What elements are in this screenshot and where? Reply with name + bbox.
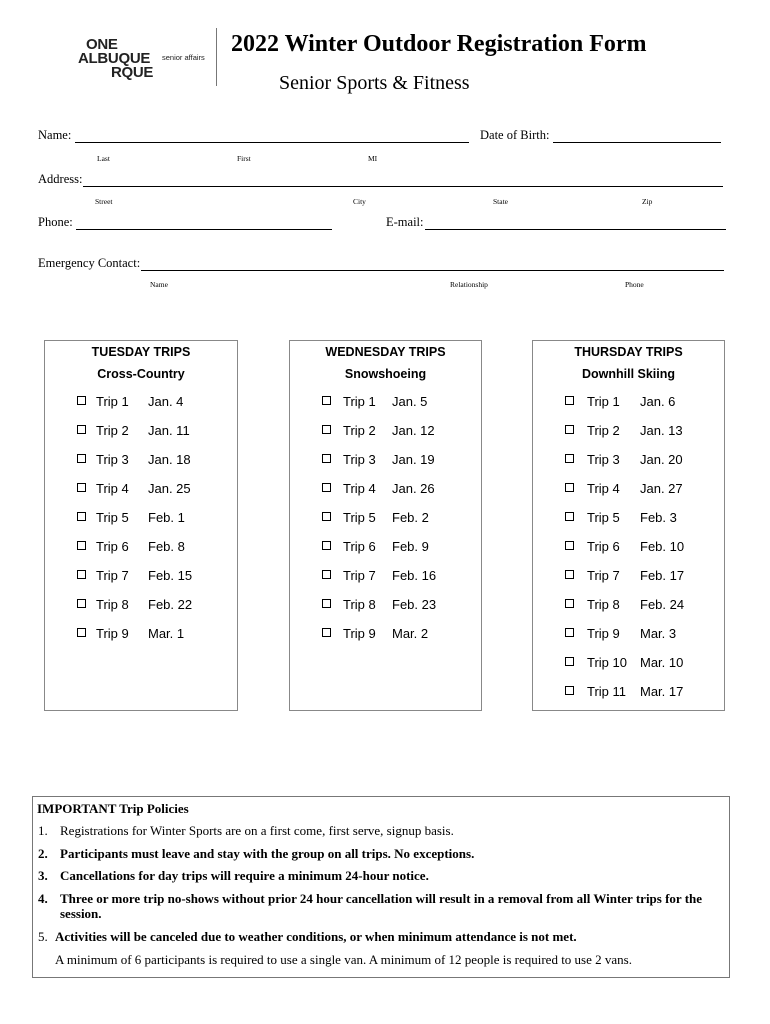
trip-option[interactable] [322, 539, 475, 555]
hint-state: State [493, 197, 508, 206]
trip-date: Mar. 3 [640, 626, 677, 641]
trip-checkbox[interactable] [322, 541, 331, 550]
trip-checkbox[interactable] [565, 686, 574, 695]
trip-checkbox[interactable] [77, 599, 86, 608]
logo-line-2: ALBUQUE [78, 50, 151, 67]
trip-option[interactable] [77, 626, 231, 642]
policy-title: IMPORTANT Trip Policies [37, 801, 189, 816]
email-field[interactable] [425, 229, 726, 230]
trip-date: Feb. 23 [392, 597, 437, 612]
trip-option[interactable] [322, 394, 475, 410]
hint-zip: Zip [642, 197, 653, 206]
trip-option[interactable] [565, 655, 718, 671]
hint-first: First [237, 154, 251, 163]
trip-checkbox[interactable] [565, 541, 574, 550]
trip-checkbox[interactable] [565, 396, 574, 405]
trip-option[interactable] [565, 510, 718, 526]
trip-label: Trip 10 [587, 655, 627, 670]
trip-option[interactable] [565, 481, 718, 497]
policy-num-1: 1. [38, 823, 48, 838]
trip-checkbox[interactable] [565, 425, 574, 434]
email-label: E-mail: [386, 215, 424, 229]
trip-column-activity: Downhill Skiing [581, 367, 676, 381]
trip-option[interactable] [565, 684, 718, 700]
trip-column-day: WEDNESDAY TRIPS [325, 345, 446, 359]
logo-line-3: RQUE [111, 64, 154, 81]
policy-note: A minimum of 6 participants is required to use a single van. A minimum of 12 people is required to use 2 vans. [55, 952, 632, 967]
trip-label: Trip 6 [96, 539, 129, 554]
trip-date: Jan. 18 [148, 452, 191, 467]
form-title: 2022 Winter Outdoor Registration Form [231, 31, 647, 57]
policy-text-5: Activities will be canceled due to weather conditions, or when minimum attendance is not met. [55, 929, 577, 944]
trip-column-day: THURSDAY TRIPS [574, 345, 683, 359]
trip-label: Trip 8 [587, 597, 620, 612]
trip-option[interactable] [322, 481, 475, 497]
logo-subtext: senior affairs [162, 53, 205, 62]
trip-date: Jan. 13 [640, 423, 683, 438]
trip-label: Trip 8 [343, 597, 376, 612]
trip-checkbox[interactable] [322, 599, 331, 608]
trip-column-3 [532, 340, 725, 711]
trip-label: Trip 2 [587, 423, 620, 438]
trip-checkbox[interactable] [565, 512, 574, 521]
trip-date: Feb. 8 [148, 539, 185, 554]
trip-date: Jan. 11 [148, 423, 190, 438]
policy-num-4: 4. [38, 891, 48, 906]
trip-date: Jan. 26 [392, 481, 435, 496]
trip-label: Trip 11 [587, 684, 627, 699]
trip-option[interactable] [322, 423, 475, 439]
address-label: Address: [38, 172, 83, 186]
trip-option[interactable] [565, 452, 718, 468]
trip-option[interactable] [565, 394, 718, 410]
trip-column-1 [44, 340, 238, 711]
trip-checkbox[interactable] [322, 628, 331, 637]
trip-checkbox[interactable] [77, 483, 86, 492]
trip-column-day: TUESDAY TRIPS [91, 345, 191, 359]
dob-label: Date of Birth: [480, 128, 550, 142]
trip-checkbox[interactable] [77, 541, 86, 550]
trip-option[interactable] [565, 539, 718, 555]
trip-option[interactable] [77, 568, 231, 584]
trip-checkbox[interactable] [565, 599, 574, 608]
policy-num-3: 3. [38, 868, 48, 883]
emergency-contact-field[interactable] [141, 270, 724, 271]
trip-option[interactable] [565, 568, 718, 584]
trip-column-activity: Snowshoeing [344, 367, 427, 381]
trip-checkbox[interactable] [77, 512, 86, 521]
trip-label: Trip 1 [587, 394, 620, 409]
trip-label: Trip 5 [343, 510, 376, 525]
trip-date: Feb. 17 [640, 568, 685, 583]
trip-date: Feb. 1 [148, 510, 185, 525]
trip-option[interactable] [322, 626, 475, 642]
name-field[interactable] [75, 142, 469, 143]
emergency-contact-label: Emergency Contact: [38, 256, 141, 270]
phone-label: Phone: [38, 215, 73, 229]
trip-date: Feb. 22 [148, 597, 193, 612]
policy-text-4: Three or more trip no-shows without prior 24 hour cancellation will result in a removal from all Winter trips for the session. [60, 891, 703, 921]
trip-label: Trip 9 [343, 626, 376, 641]
form-subtitle: Senior Sports & Fitness [279, 72, 470, 94]
trip-label: Trip 1 [343, 394, 376, 409]
trip-date: Feb. 2 [392, 510, 429, 525]
trip-checkbox[interactable] [77, 454, 86, 463]
policy-num-2: 2. [38, 846, 48, 861]
trip-checkbox[interactable] [322, 396, 331, 405]
trip-checkbox[interactable] [322, 570, 331, 579]
trip-checkbox[interactable] [565, 628, 574, 637]
trip-label: Trip 7 [587, 568, 620, 583]
trip-label: Trip 4 [96, 481, 129, 496]
trip-option[interactable] [77, 452, 231, 468]
trip-label: Trip 3 [343, 452, 376, 467]
policy-text-3: Cancellations for day trips will require a minimum 24-hour notice. [60, 868, 429, 883]
trip-option[interactable] [77, 510, 231, 526]
trip-date: Jan. 4 [148, 394, 184, 409]
trip-label: Trip 1 [96, 394, 129, 409]
trip-checkbox[interactable] [322, 425, 331, 434]
trip-date: Mar. 10 [640, 655, 684, 670]
logo [78, 36, 218, 86]
trip-date: Jan. 27 [640, 481, 683, 496]
hint-mi: MI [368, 154, 378, 163]
trip-date: Jan. 5 [392, 394, 428, 409]
trip-label: Trip 7 [343, 568, 376, 583]
trip-date: Jan. 20 [640, 452, 683, 467]
trip-label: Trip 5 [587, 510, 620, 525]
hint-city: City [353, 197, 366, 206]
trip-option[interactable] [322, 510, 475, 526]
phone-field[interactable] [76, 229, 332, 230]
logo-divider [216, 28, 217, 86]
trip-option[interactable] [565, 626, 718, 642]
trip-checkbox[interactable] [565, 454, 574, 463]
policy-num-5: 5. [38, 929, 48, 944]
policy-text-2: Participants must leave and stay with the group on all trips. No exceptions. [60, 846, 475, 861]
trip-label: Trip 9 [96, 626, 129, 641]
trip-option[interactable] [77, 481, 231, 497]
dob-field[interactable] [553, 142, 721, 143]
trip-date: Feb. 3 [640, 510, 677, 525]
trip-date: Feb. 24 [640, 597, 685, 612]
hint-contact-name: Name [150, 280, 168, 289]
trip-label: Trip 5 [96, 510, 129, 525]
hint-relationship: Relationship [450, 280, 488, 289]
trip-date: Jan. 6 [640, 394, 676, 409]
hint-contact-phone: Phone [625, 280, 644, 289]
trip-date: Feb. 9 [392, 539, 429, 554]
trip-label: Trip 3 [96, 452, 129, 467]
trip-label: Trip 7 [96, 568, 129, 583]
logo-line-1: ONE [86, 36, 118, 53]
trip-checkbox[interactable] [322, 454, 331, 463]
name-label: Name: [38, 128, 72, 142]
trip-option[interactable] [322, 597, 475, 613]
trip-option[interactable] [77, 539, 231, 555]
trip-label: Trip 6 [343, 539, 376, 554]
trip-checkbox[interactable] [77, 425, 86, 434]
trip-checkbox[interactable] [77, 628, 86, 637]
trip-option[interactable] [77, 394, 231, 410]
trip-option[interactable] [77, 423, 231, 439]
trip-label: Trip 4 [587, 481, 620, 496]
trip-date: Mar. 17 [640, 684, 684, 699]
trip-label: Trip 4 [343, 481, 376, 496]
trip-checkbox[interactable] [322, 512, 331, 521]
policy-text-1: Registrations for Winter Sports are on a first come, first serve, signup basis. [60, 823, 454, 838]
trip-option[interactable] [565, 423, 718, 439]
trip-date: Jan. 25 [148, 481, 191, 496]
trip-checkbox[interactable] [77, 570, 86, 579]
trip-date: Mar. 2 [392, 626, 429, 641]
trip-checkbox[interactable] [565, 483, 574, 492]
trip-label: Trip 6 [587, 539, 620, 554]
trip-date: Feb. 10 [640, 539, 685, 554]
trip-checkbox[interactable] [77, 396, 86, 405]
trip-option[interactable] [77, 597, 231, 613]
trip-date: Feb. 16 [392, 568, 437, 583]
trip-option[interactable] [322, 452, 475, 468]
hint-last: Last [97, 154, 110, 163]
trip-date: Feb. 15 [148, 568, 193, 583]
trip-label: Trip 8 [96, 597, 129, 612]
trip-label: Trip 2 [96, 423, 129, 438]
trip-date: Mar. 1 [148, 626, 185, 641]
trip-date: Jan. 19 [392, 452, 435, 467]
trip-option[interactable] [322, 568, 475, 584]
trip-checkbox[interactable] [565, 657, 574, 666]
trip-option[interactable] [565, 597, 718, 613]
address-field[interactable] [83, 186, 723, 187]
hint-street: Street [95, 197, 113, 206]
trip-column-2 [289, 340, 482, 711]
trip-label: Trip 9 [587, 626, 620, 641]
trip-column-activity: Cross-Country [97, 367, 185, 381]
trip-date: Jan. 12 [392, 423, 435, 438]
trip-checkbox[interactable] [322, 483, 331, 492]
trip-label: Trip 3 [587, 452, 620, 467]
trip-label: Trip 2 [343, 423, 376, 438]
trip-checkbox[interactable] [565, 570, 574, 579]
